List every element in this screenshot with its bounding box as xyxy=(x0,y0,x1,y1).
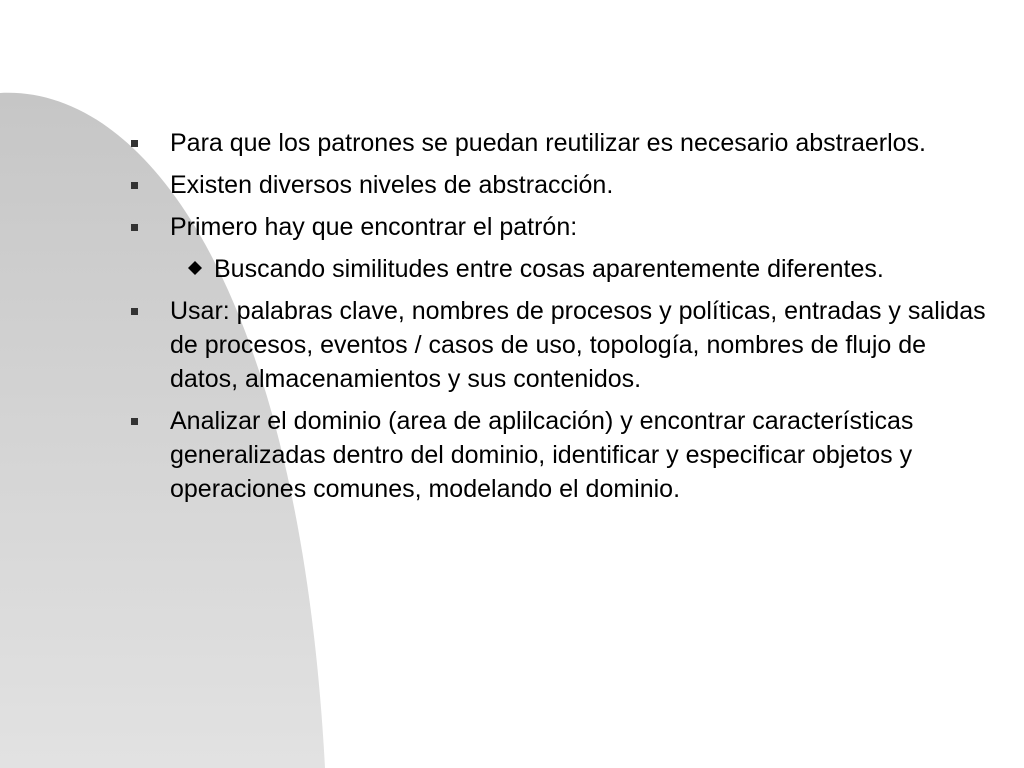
bullet-item-2 xyxy=(130,168,1000,202)
bullet-item-1 xyxy=(130,126,1000,160)
sub-bullet-text: Buscando similitudes entre cosas aparentemente diferentes. xyxy=(214,255,884,283)
square-bullet-icon xyxy=(131,182,138,189)
slide-content xyxy=(130,126,1000,514)
bullet-text: Analizar el dominio (area de aplilcación) y encontrar características generalizadas dentro del dominio, identificar y especificar objetos y operaciones comunes, modelando el dominio. xyxy=(170,407,914,503)
square-bullet-icon xyxy=(131,308,138,315)
square-bullet-icon xyxy=(131,418,138,425)
bullet-item-4 xyxy=(130,294,1000,396)
bullet-item-3 xyxy=(130,210,1000,244)
square-bullet-icon xyxy=(131,224,138,231)
square-bullet-icon xyxy=(131,140,138,147)
bullet-list xyxy=(130,126,1000,506)
bullet-text: Existen diversos niveles de abstracción. xyxy=(170,171,614,199)
diamond-bullet-icon xyxy=(187,260,203,276)
bullet-text: Para que los patrones se puedan reutilizar es necesario abstraerlos. xyxy=(170,129,926,157)
bullet-text: Primero hay que encontrar el patrón: xyxy=(170,213,578,241)
bullet-text: Usar: palabras clave, nombres de procesos y políticas, entradas y salidas de procesos, eventos / casos de uso, topología, nombres de flujo de datos, almacenamientos y sus contenidos. xyxy=(170,297,986,393)
bullet-item-5 xyxy=(130,404,1000,506)
sub-bullet-item-1 xyxy=(130,252,1000,286)
